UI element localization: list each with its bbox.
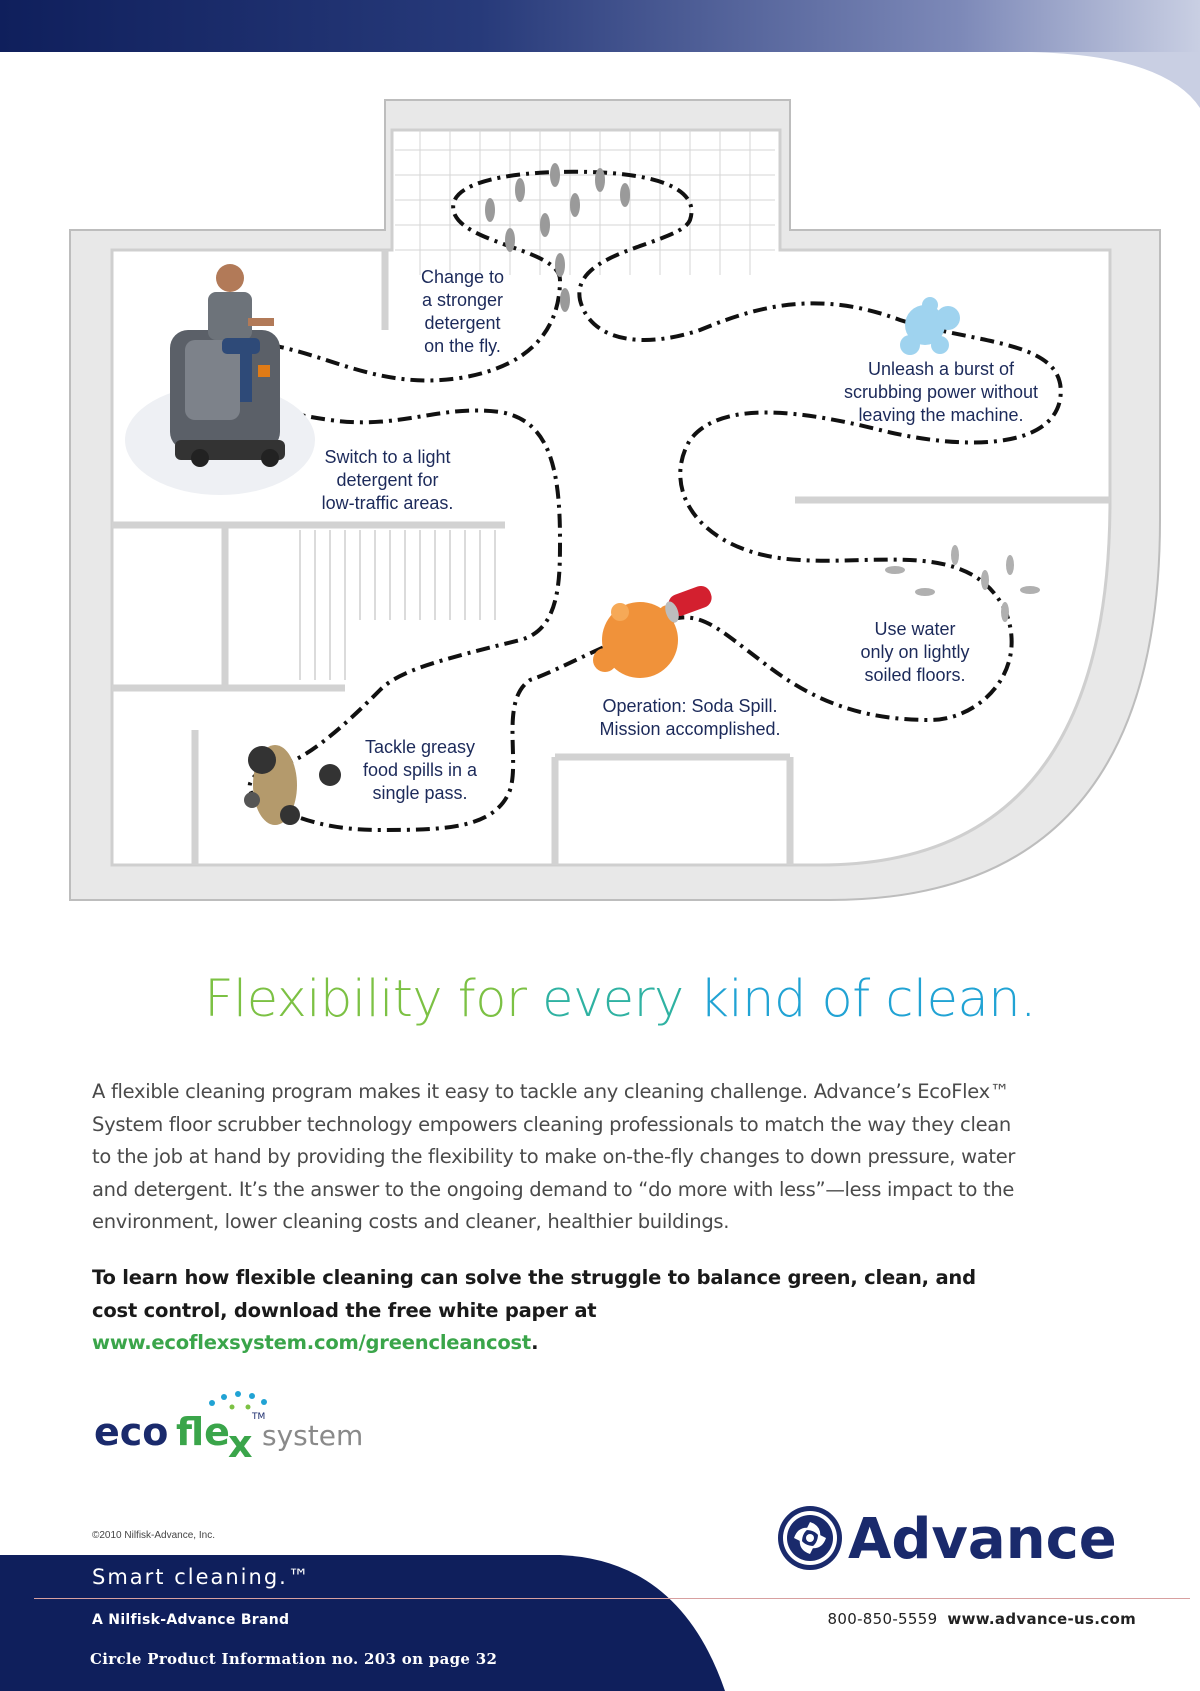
callout-burst-scrubbing: Unleash a burst of scrubbing power without leaving the machine. [843, 359, 1039, 425]
body-paragraph: A flexible cleaning program makes it easy to tackle any cleaning challenge. Advance’s EcoFlex™ System floor scrubber technology empowers cleaning professionals to match the way they clean to the job at hand by providing the flexibility to make on-the-fly changes to down pressure, water and detergent. It’s the answer to the ongoing demand to “do more with less”—less impact to the environment, lower cleaning costs and cleaner, healthier buildings. [92, 1080, 1016, 1233]
phone-number: 800-850-5559 [827, 1610, 938, 1628]
copyright: ©2010 Nilfisk-Advance, Inc. [92, 1530, 215, 1541]
brand-line: A Nilfisk-Advance Brand [92, 1612, 290, 1628]
advance-wordmark: Advance [848, 1507, 1117, 1572]
ecoflex-flex: fle [176, 1410, 230, 1454]
ecoflex-tm: TM [252, 1412, 266, 1422]
ecoflex-system: system [262, 1419, 364, 1452]
callout-stronger-detergent: Change to a stronger detergent on the fly. [420, 267, 505, 356]
top-gradient-band [0, 0, 1200, 52]
headline-part-3: kind of clean. [699, 970, 1036, 1029]
website-link[interactable]: www.advance-us.com [947, 1610, 1136, 1628]
circle-product-info: Circle Product Information no. 203 on page 32 [90, 1650, 498, 1668]
headline [0, 965, 1200, 1035]
contact-info [828, 1610, 1136, 1628]
floor-plan-illustration [0, 60, 1200, 940]
tagline: Smart cleaning.™ [92, 1565, 311, 1589]
callout-soda-spill: Operation: Soda Spill. Mission accomplished. [599, 696, 781, 739]
callout-use-water: Use water only on lightly soiled floors. [860, 619, 970, 685]
headline-part-1: Flexibility for [204, 970, 543, 1029]
footer-rule [34, 1598, 1190, 1599]
ecoflex-eco: eco [94, 1410, 169, 1454]
callout-light-detergent: Switch to a light detergent for low-traffic areas. [321, 447, 454, 513]
callout-greasy-food: Tackle greasy food spills in a single pass. [362, 737, 478, 803]
ecoflex-system-logo [92, 1385, 382, 1465]
headline-part-2: every [542, 970, 700, 1029]
cta-end: . [531, 1331, 539, 1354]
cta-text: To learn how flexible cleaning can solve the struggle to balance green, clean, and cost control, download the free white paper at [92, 1266, 976, 1322]
white-paper-link[interactable]: www.ecoflexsystem.com/greencleancost [92, 1331, 532, 1354]
ecoflex-x: x [228, 1422, 253, 1465]
call-to-action [92, 1262, 1022, 1360]
